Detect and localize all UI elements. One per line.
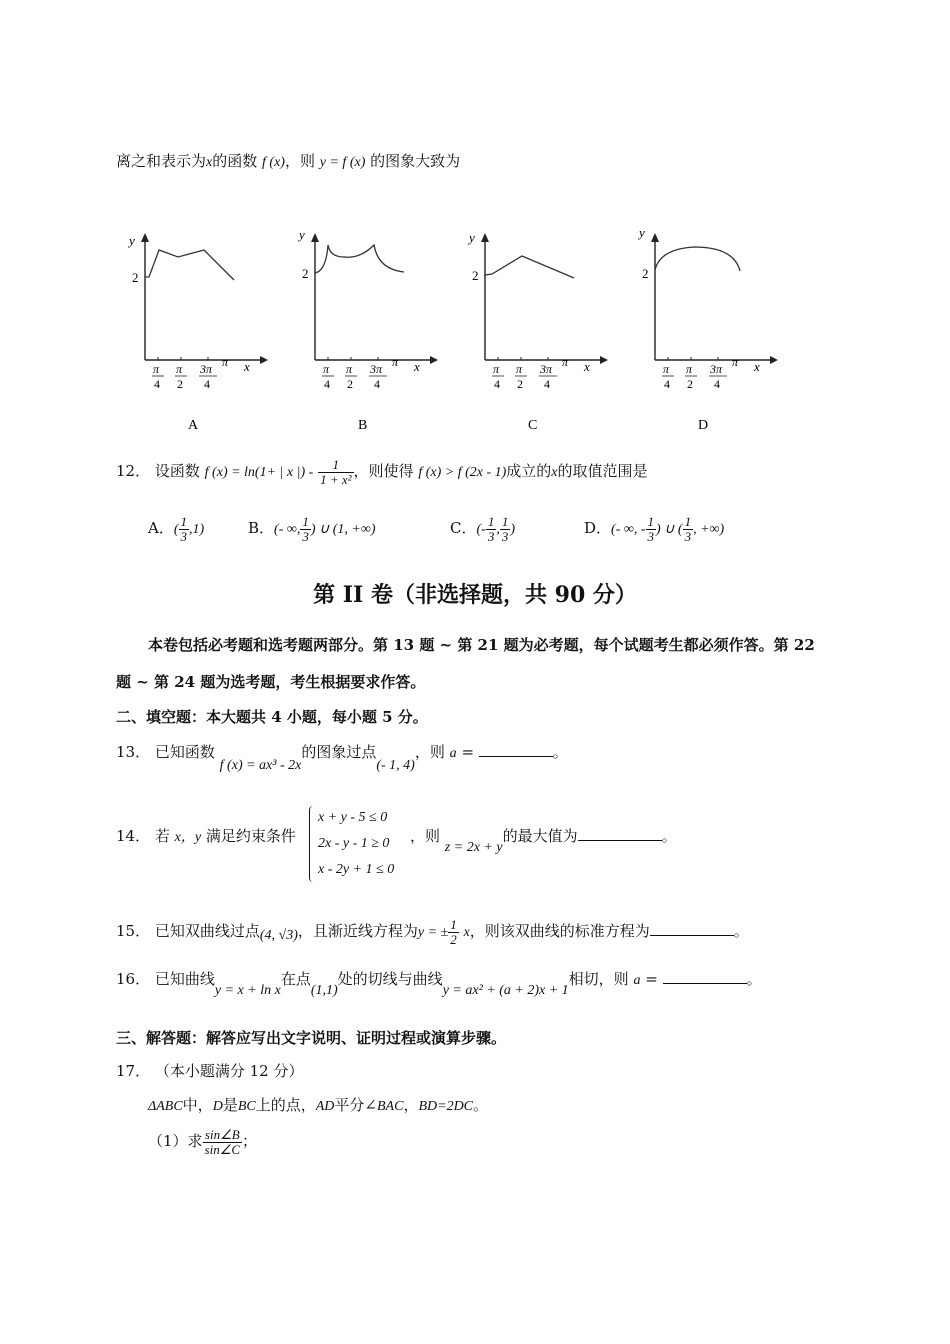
question-text: 是 bbox=[222, 1096, 238, 1114]
frac-denominator: 2 bbox=[450, 931, 457, 947]
question-score: （本小题满分 12 分） bbox=[154, 1062, 304, 1080]
y-axis-arrow bbox=[481, 233, 489, 242]
y-label: y bbox=[129, 233, 135, 248]
math-expr: = bbox=[461, 743, 475, 761]
math-expr: (- ∞, bbox=[274, 522, 301, 538]
question-text: 中， bbox=[182, 1096, 213, 1114]
frac-numerator: 1 bbox=[302, 514, 309, 529]
y-label: y bbox=[299, 227, 305, 242]
x-axis-arrow bbox=[260, 356, 268, 364]
question-14-tail bbox=[410, 825, 677, 855]
math-expr: y = x + ln x bbox=[214, 983, 281, 998]
curve bbox=[145, 250, 234, 280]
graph-label: B bbox=[358, 418, 368, 433]
math-expr: f (x) > f (2x - 1) bbox=[418, 465, 507, 481]
question-number: 16． bbox=[116, 970, 151, 988]
math-var: BC bbox=[237, 1099, 256, 1114]
x-axis-arrow bbox=[770, 356, 778, 364]
question-text: 若 bbox=[154, 827, 170, 845]
question-number: 14． bbox=[116, 827, 151, 845]
frac-denominator: sin∠C bbox=[204, 1141, 241, 1157]
tick-pi-4-num: π bbox=[323, 362, 330, 376]
x-label: x bbox=[584, 359, 590, 374]
math-expr: (- bbox=[476, 522, 486, 538]
option-label: D． bbox=[584, 519, 612, 538]
answer-blank[interactable] bbox=[650, 923, 734, 936]
question-text: 处的切线与曲线 bbox=[337, 970, 443, 988]
tick-pi-4-den: 4 bbox=[664, 377, 670, 391]
fraction bbox=[486, 515, 497, 543]
curve bbox=[315, 245, 404, 273]
frac-numerator: 1 bbox=[318, 458, 353, 473]
option-label: A． bbox=[148, 519, 174, 538]
question-14 bbox=[116, 825, 296, 846]
y-tick-label: 2 bbox=[302, 266, 309, 281]
curve bbox=[655, 247, 740, 271]
frac-numerator: 1 bbox=[180, 514, 188, 529]
tick-pi: π bbox=[732, 355, 739, 369]
tick-pi-2-den: 2 bbox=[517, 377, 523, 391]
y-label: y bbox=[469, 230, 475, 245]
y-label: y bbox=[639, 225, 645, 240]
y-axis-arrow bbox=[311, 233, 319, 242]
graph-label: D bbox=[698, 418, 709, 433]
question-text: 。 bbox=[552, 743, 568, 761]
question-text: ，且渐近线方程为 bbox=[297, 922, 418, 941]
question-text: 已知双曲线过点 bbox=[154, 922, 260, 941]
section-note: 题 ~ 第 24 题为选考题，考生根据要求作答。 bbox=[116, 673, 426, 691]
tick-pi-2-num: π bbox=[176, 362, 183, 376]
math-expr: (1,1) bbox=[310, 983, 338, 998]
tick-3pi-4-num: 3π bbox=[200, 362, 213, 376]
intro-text: ，则 bbox=[284, 152, 315, 170]
x-label: x bbox=[244, 359, 250, 374]
math-expr: BD=2DC bbox=[418, 1099, 474, 1114]
q12-option-C bbox=[450, 515, 515, 543]
math-expr: ) bbox=[510, 522, 515, 538]
math-expr: y = ax² + (a + 2)x + 1 bbox=[442, 983, 569, 998]
tick-pi-4-num: π bbox=[153, 362, 160, 376]
y-axis-arrow bbox=[141, 233, 149, 242]
option-label: B． bbox=[248, 519, 275, 538]
fraction bbox=[300, 515, 311, 543]
question-text: 相切，则 bbox=[568, 970, 629, 988]
question-text: ，则使得 bbox=[353, 462, 414, 481]
graph-A bbox=[120, 225, 270, 435]
question-15 bbox=[116, 918, 749, 946]
part-heading: 二、填空题：本大题共 4 小题，每小题 5 分。 bbox=[116, 708, 428, 726]
tick-3pi-4-den: 4 bbox=[544, 377, 550, 391]
question-text: ，则该双曲线的标准方程为 bbox=[469, 922, 650, 941]
x-axis-arrow bbox=[600, 356, 608, 364]
question-text: ， bbox=[403, 1096, 419, 1114]
intro-text: 的图象大致为 bbox=[370, 152, 461, 170]
math-expr: ΔABC bbox=[148, 1099, 183, 1114]
math-expr: (- 1, 4) bbox=[376, 758, 415, 773]
frac-denominator: 3 bbox=[647, 528, 654, 544]
intro-func: f (x) bbox=[262, 155, 285, 170]
question-text: 。 bbox=[473, 1096, 489, 1114]
tick-pi-4-den: 4 bbox=[324, 377, 330, 391]
q12-option-D bbox=[584, 515, 724, 543]
fraction bbox=[318, 458, 353, 486]
constraint-brace bbox=[309, 806, 316, 882]
answer-blank[interactable] bbox=[578, 828, 662, 841]
tick-pi-4-num: π bbox=[663, 362, 670, 376]
frac-denominator: 3 bbox=[180, 528, 188, 544]
question-number: 17． bbox=[116, 1062, 151, 1080]
tick-pi-4-den: 4 bbox=[494, 377, 500, 391]
question-text: 。 bbox=[746, 970, 762, 988]
question-12 bbox=[116, 458, 648, 486]
math-var: x bbox=[551, 465, 558, 481]
frac-numerator: sin∠B bbox=[203, 1128, 243, 1143]
tick-pi-2-den: 2 bbox=[177, 377, 183, 391]
question-text: 上的点， bbox=[255, 1096, 316, 1114]
question-text: 平分∠ bbox=[334, 1096, 377, 1114]
question-text: 设函数 bbox=[154, 462, 200, 481]
fraction bbox=[500, 515, 511, 543]
intro-expr: y = f (x) bbox=[319, 155, 366, 170]
graph-D bbox=[630, 225, 780, 435]
y-tick-label: 2 bbox=[642, 266, 649, 281]
x-label: x bbox=[754, 359, 760, 374]
math-expr: , +∞) bbox=[693, 522, 725, 538]
y-axis-arrow bbox=[651, 233, 659, 242]
constraint-1: x + y - 5 ≤ 0 bbox=[318, 810, 388, 825]
question-text: 成立的 bbox=[506, 462, 552, 481]
question-text: 满足约束条件 bbox=[205, 827, 296, 845]
question-17-header bbox=[116, 1060, 304, 1081]
tick-pi-2-num: π bbox=[686, 362, 693, 376]
math-expr: f (x) = ln(1+ | x |) - bbox=[204, 465, 314, 481]
constraint-2: 2x - y - 1 ≥ 0 bbox=[318, 836, 390, 851]
math-expr: y = ± bbox=[417, 925, 449, 941]
frac-denominator: 3 bbox=[302, 528, 309, 544]
question-text: 的图象过点 bbox=[301, 743, 377, 761]
tick-3pi-4-num: 3π bbox=[370, 362, 383, 376]
math-var: D bbox=[212, 1099, 223, 1114]
graph-C bbox=[460, 225, 610, 435]
tick-3pi-4-den: 4 bbox=[204, 377, 210, 391]
constraint-3: x - 2y + 1 ≤ 0 bbox=[318, 862, 395, 877]
y-tick-label: 2 bbox=[132, 270, 139, 285]
question-13 bbox=[116, 741, 568, 773]
math-expr: (- ∞, - bbox=[611, 522, 646, 538]
frac-numerator: 1 bbox=[647, 514, 654, 529]
fraction bbox=[683, 515, 694, 543]
question-17-part-1 bbox=[148, 1128, 257, 1156]
tick-pi: π bbox=[222, 355, 229, 369]
math-expr: ) ∪ ( bbox=[656, 522, 683, 538]
math-expr: ( bbox=[173, 522, 179, 538]
intro-var: x bbox=[206, 155, 213, 170]
intro-text: 的函数 bbox=[212, 152, 258, 170]
q12-option-A bbox=[148, 515, 204, 543]
fraction bbox=[448, 918, 459, 946]
question-number: 15． bbox=[116, 922, 151, 941]
question-text: 的最大值为 bbox=[502, 827, 578, 845]
question-text: 。 bbox=[661, 827, 677, 845]
math-var: x bbox=[463, 925, 470, 941]
y-tick-label: 2 bbox=[472, 268, 479, 283]
fraction bbox=[179, 515, 190, 543]
q12-option-B bbox=[248, 515, 376, 543]
math-var: AD bbox=[315, 1099, 335, 1114]
question-17-stem bbox=[148, 1094, 488, 1115]
math-expr: (4, √3) bbox=[259, 928, 298, 944]
math-expr: , bbox=[496, 522, 500, 538]
tick-pi-2-num: π bbox=[516, 362, 523, 376]
question-text: ； bbox=[242, 1132, 258, 1151]
question-16 bbox=[116, 968, 762, 998]
fraction bbox=[646, 515, 657, 543]
intro-line bbox=[116, 150, 460, 171]
x-label: x bbox=[414, 359, 420, 374]
tick-pi-4-den: 4 bbox=[154, 377, 160, 391]
math-expr: z = 2x + y bbox=[444, 840, 503, 855]
question-text: 在点 bbox=[280, 970, 311, 988]
tick-pi: π bbox=[562, 355, 569, 369]
graph-label: A bbox=[188, 418, 199, 433]
tick-pi-4-num: π bbox=[493, 362, 500, 376]
tick-pi-2-den: 2 bbox=[347, 377, 353, 391]
tick-3pi-4-num: 3π bbox=[540, 362, 553, 376]
frac-denominator: 3 bbox=[501, 528, 509, 544]
frac-denominator: 3 bbox=[487, 528, 495, 544]
question-number: 13． bbox=[116, 743, 151, 761]
section-title: 第 II 卷（非选择题，共 90 分） bbox=[313, 582, 637, 608]
x-axis-arrow bbox=[430, 356, 438, 364]
question-text: 。 bbox=[733, 922, 749, 941]
option-label: C． bbox=[450, 519, 477, 538]
math-var: a bbox=[633, 973, 641, 988]
math-var: x，y bbox=[174, 830, 202, 845]
graph-B bbox=[290, 225, 440, 435]
question-text: ，则 bbox=[410, 827, 441, 845]
question-text: 的取值范围是 bbox=[557, 462, 648, 481]
tick-3pi-4-num: 3π bbox=[710, 362, 723, 376]
tick-3pi-4-den: 4 bbox=[714, 377, 720, 391]
frac-numerator: 1 bbox=[501, 514, 509, 529]
question-text: 已知函数 bbox=[154, 743, 215, 761]
math-expr: f (x) = ax³ - 2x bbox=[219, 758, 302, 773]
frac-denominator: 1 + x² bbox=[320, 471, 352, 487]
math-expr: = bbox=[645, 970, 658, 988]
question-text: 已知曲线 bbox=[154, 970, 215, 988]
answer-blank[interactable] bbox=[663, 971, 747, 984]
math-var: BAC bbox=[376, 1099, 404, 1114]
section-note: 本卷包括必考题和选考题两部分。第 13 题 ~ 第 21 题为必考题，每个试题考生都必须作答。第 22 bbox=[148, 636, 815, 654]
frac-numerator: 1 bbox=[487, 514, 495, 529]
part-heading: 三、解答题：解答应写出文字说明、证明过程或演算步骤。 bbox=[116, 1029, 507, 1047]
tick-pi-2-den: 2 bbox=[687, 377, 693, 391]
math-var: a bbox=[449, 746, 457, 761]
frac-numerator: 1 bbox=[450, 917, 457, 932]
question-text: ，则 bbox=[414, 743, 445, 761]
curve bbox=[485, 256, 574, 278]
math-expr: ) ∪ (1, +∞) bbox=[310, 522, 376, 538]
math-expr: ,1) bbox=[189, 522, 205, 538]
answer-blank[interactable] bbox=[479, 744, 553, 757]
question-number: 12． bbox=[116, 462, 151, 481]
intro-text: 离之和表示为 bbox=[116, 152, 207, 170]
tick-pi-2-num: π bbox=[346, 362, 353, 376]
graph-label: C bbox=[528, 418, 538, 433]
tick-3pi-4-den: 4 bbox=[374, 377, 380, 391]
question-text: （1）求 bbox=[148, 1132, 203, 1151]
frac-numerator: 1 bbox=[684, 514, 692, 529]
tick-pi: π bbox=[392, 355, 399, 369]
fraction bbox=[203, 1128, 243, 1156]
frac-denominator: 3 bbox=[684, 528, 692, 544]
